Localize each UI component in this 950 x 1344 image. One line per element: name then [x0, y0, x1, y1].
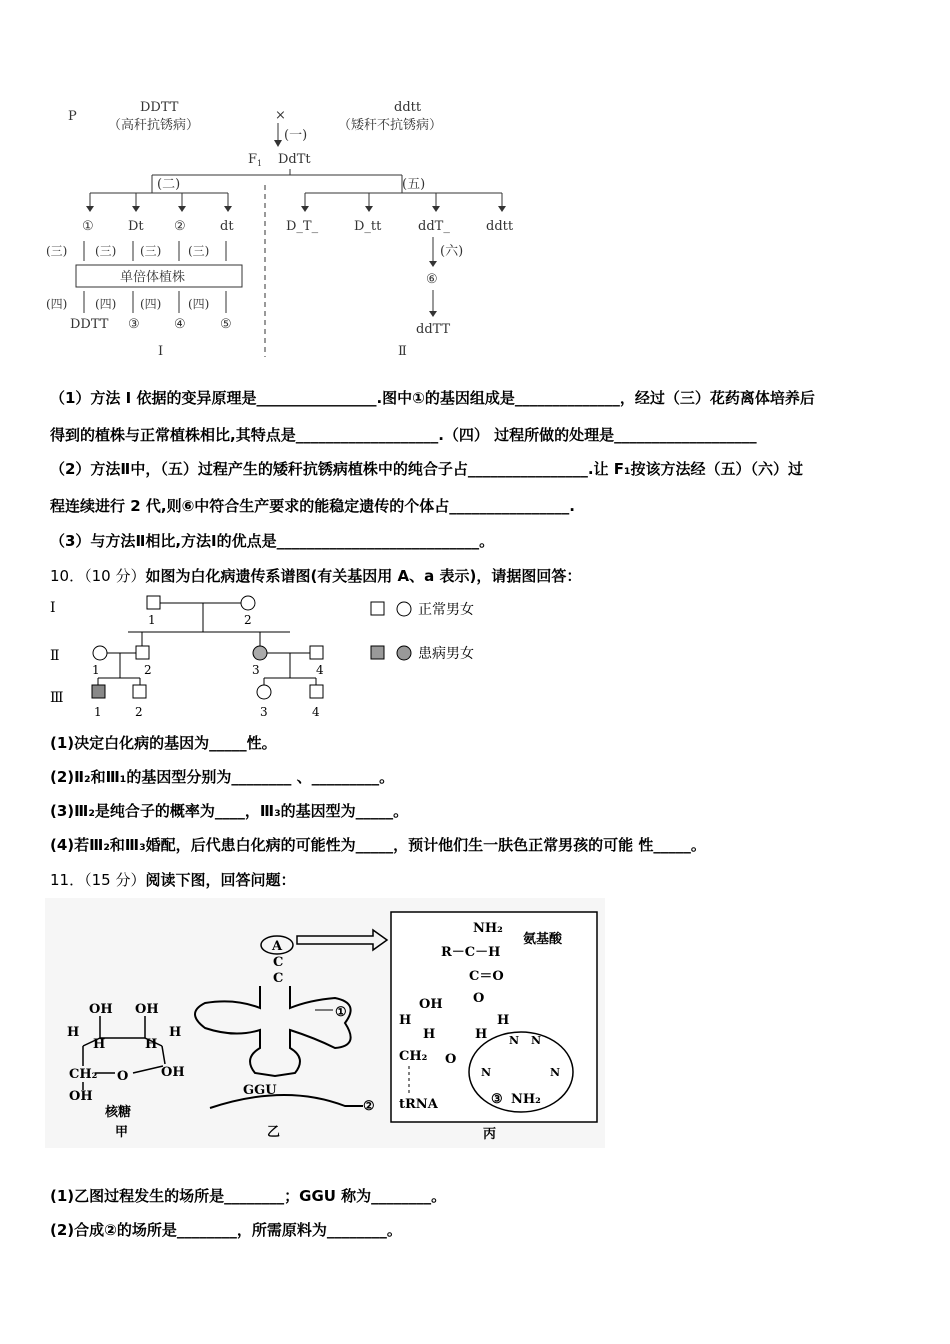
ii4-male [310, 646, 323, 659]
aa-o-2: O [445, 1052, 457, 1067]
gamete-4: dt [220, 219, 234, 234]
iii1-male-affected [92, 685, 105, 698]
aa-h-1: H [399, 1013, 412, 1028]
trna-a: A [272, 939, 283, 954]
p-label: P [68, 109, 77, 124]
aa-trna: tRNA [399, 1097, 438, 1112]
q9-line-4: 程连续进行 2 代,则⑥中符合生产要求的能稳定遗传的个体占________________. [50, 497, 575, 515]
i1-male [147, 596, 160, 609]
sugar-o: O [117, 1069, 129, 1084]
circle-6: ⑥ [426, 272, 438, 287]
f1-sub: 1 [257, 159, 263, 168]
step-4-d: (四) [188, 297, 210, 311]
method-2-label: Ⅱ [398, 344, 407, 359]
step-5: (五) [402, 177, 426, 192]
step-4-a: (四) [46, 297, 68, 311]
q9-line-2: 得到的植株与正常植株相比,其特点是___________________.（四） 过程所做的处理是___________________ [50, 426, 757, 444]
ii2-num: 2 [144, 663, 152, 677]
offspring-2: D_tt [354, 219, 382, 234]
result-4: ⑤ [220, 317, 232, 332]
q11-item-1: (1)乙图过程发生的场所是________；GGU 称为________。 [50, 1187, 447, 1205]
final-genotype: ddTT [416, 322, 451, 337]
iii3-num: 3 [260, 705, 268, 719]
aa-n-2: N [531, 1034, 542, 1047]
step-3-d: (三) [188, 244, 210, 258]
aa-ch2: CH₂ [399, 1049, 428, 1064]
aa-r-group: R－C－H [441, 945, 501, 960]
aa-carbonyl: C＝O [469, 969, 504, 984]
q11-item-2: (2)合成②的场所是________，所需原料为________。 [50, 1221, 402, 1239]
legend-female-affected [397, 646, 411, 660]
sugar-h-1: H [67, 1025, 80, 1040]
sugar-h-2: H [93, 1037, 106, 1052]
trna-anticodon: GGU [243, 1083, 277, 1098]
step-1: (一) [284, 128, 308, 143]
aa-nh2-b: NH₂ [511, 1092, 541, 1107]
parent2-desc: （矮秆不抗锈病） [338, 118, 443, 133]
ii4-num: 4 [316, 663, 324, 677]
step-4-c: (四) [140, 297, 162, 311]
aa-label: 丙 [483, 1127, 497, 1142]
q10-item-1: (1)决定白化病的基因为_____性。 [50, 734, 277, 752]
legend-female-normal [397, 602, 411, 616]
f1-genotype: DdTt [278, 152, 311, 167]
i1-num: 1 [148, 613, 156, 627]
legend-male-affected [371, 646, 384, 659]
q10-item-4: (4)若Ⅲ₂和Ⅲ₃婚配，后代患白化病的可能性为_____，预计他们生一肤色正常男孩的可能 性_____。 [50, 836, 706, 854]
offspring-4: ddtt [486, 219, 514, 234]
q10-number: 10．（10 分） [50, 567, 146, 585]
gen-1: Ⅰ [50, 600, 56, 616]
q9-line-5: （3）与方法Ⅱ相比,方法Ⅰ的优点是___________________________。 [50, 532, 495, 550]
iii4-male [310, 685, 323, 698]
step-3-a: (三) [46, 244, 68, 258]
trna-c-2: C [273, 971, 284, 986]
trna-figure [45, 898, 605, 1148]
aa-name: 氨基酸 [523, 932, 563, 947]
sugar-h-4: H [169, 1025, 182, 1040]
i2-female [241, 596, 255, 610]
sugar-label: 甲 [115, 1125, 129, 1140]
sugar-oh-1: OH [89, 1002, 113, 1017]
iii2-num: 2 [135, 705, 143, 719]
parent1-desc: （高秆抗锈病） [108, 118, 200, 133]
aa-h-4: H [497, 1013, 510, 1028]
ii3-female-affected [253, 646, 267, 660]
step-4-b: (四) [95, 297, 117, 311]
result-2: ③ [128, 317, 140, 332]
q9-line-3: （2）方法Ⅱ中，（五）过程产生的矮秆抗锈病植株中的纯合子占________________.让 F₁按该方法经（五）（六）过 [50, 460, 804, 478]
trna-mark-2: ② [363, 1099, 375, 1114]
aa-nh2: NH₂ [473, 921, 503, 936]
result-3: ④ [174, 317, 186, 332]
aa-n-1: N [509, 1034, 520, 1047]
sugar-oh-3: OH [161, 1065, 185, 1080]
iii3-female [257, 685, 271, 699]
legend-normal: 正常男女 [418, 602, 474, 618]
cross-sign: × [275, 108, 286, 123]
step-3-c: (三) [140, 244, 162, 258]
offspring-3: ddT_ [418, 219, 450, 234]
gamete-3: ② [174, 219, 186, 234]
result-1: DDTT [70, 317, 109, 332]
gen-2: Ⅱ [50, 648, 60, 664]
iii4-num: 4 [312, 705, 320, 719]
ii1-num: 1 [92, 663, 100, 677]
q10-item-3: (3)Ⅲ₂是纯合子的概率为____，Ⅲ₃的基因型为_____。 [50, 802, 409, 820]
q10-item-2: (2)Ⅱ₂和Ⅲ₁的基因型分别为________ 、_________。 [50, 768, 395, 786]
iii2-male [133, 685, 146, 698]
aa-mark-3: ③ [491, 1092, 503, 1107]
sugar-ch2: CH₂ [69, 1067, 98, 1082]
ii2-male [136, 646, 149, 659]
breeding-diagram [40, 95, 540, 365]
parent2-genotype: ddtt [394, 100, 422, 115]
sugar-oh-2: OH [135, 1002, 159, 1017]
haploid-label: 单倍体植株 [120, 270, 186, 285]
legend-male-normal [371, 602, 384, 615]
sugar-name: 核糖 [105, 1105, 132, 1120]
iii1-num: 1 [94, 705, 102, 719]
trna-label: 乙 [267, 1125, 281, 1140]
step-3-b: (三) [95, 244, 117, 258]
sugar-h-3: H [145, 1037, 158, 1052]
gamete-2: Dt [128, 219, 144, 234]
q11-header [50, 869, 295, 890]
parent1-genotype: DDTT [140, 100, 179, 115]
aa-oh: OH [419, 997, 443, 1012]
q11-title: 阅读下图，回答问题： [145, 871, 296, 889]
q9-line-1: （1）方法 I 依据的变异原理是________________.图中①的基因组成是______________，经过（三）花药离体培养后 [50, 389, 815, 407]
legend-affected: 患病男女 [418, 646, 474, 662]
method-1-label: Ⅰ [158, 344, 164, 359]
step-6: (六) [440, 244, 464, 259]
trna-c-1: C [273, 955, 284, 970]
i2-num: 2 [244, 613, 252, 627]
aa-h-2: H [423, 1027, 436, 1042]
q10-title: 如图为白化病遗传系谱图(有关基因用 A、a 表示)，请据图回答： [145, 567, 582, 585]
step-2: (二) [157, 177, 181, 192]
aa-h-3: H [475, 1027, 488, 1042]
f1-label: F [248, 152, 258, 167]
q11-number: 11．（15 分） [50, 871, 146, 889]
sugar-oh-4: OH [69, 1089, 93, 1104]
ii1-female [93, 646, 107, 660]
trna-mark-1: ① [335, 1005, 347, 1020]
ii3-num: 3 [252, 663, 260, 677]
offspring-1: D_T_ [286, 219, 319, 234]
aa-n-3: N [481, 1066, 492, 1079]
pedigree-chart [40, 590, 520, 725]
q10-header [50, 565, 581, 586]
aa-n-4: N [550, 1066, 561, 1079]
gen-3: Ⅲ [50, 690, 64, 706]
gamete-1: ① [82, 219, 94, 234]
aa-o: O [473, 991, 485, 1006]
